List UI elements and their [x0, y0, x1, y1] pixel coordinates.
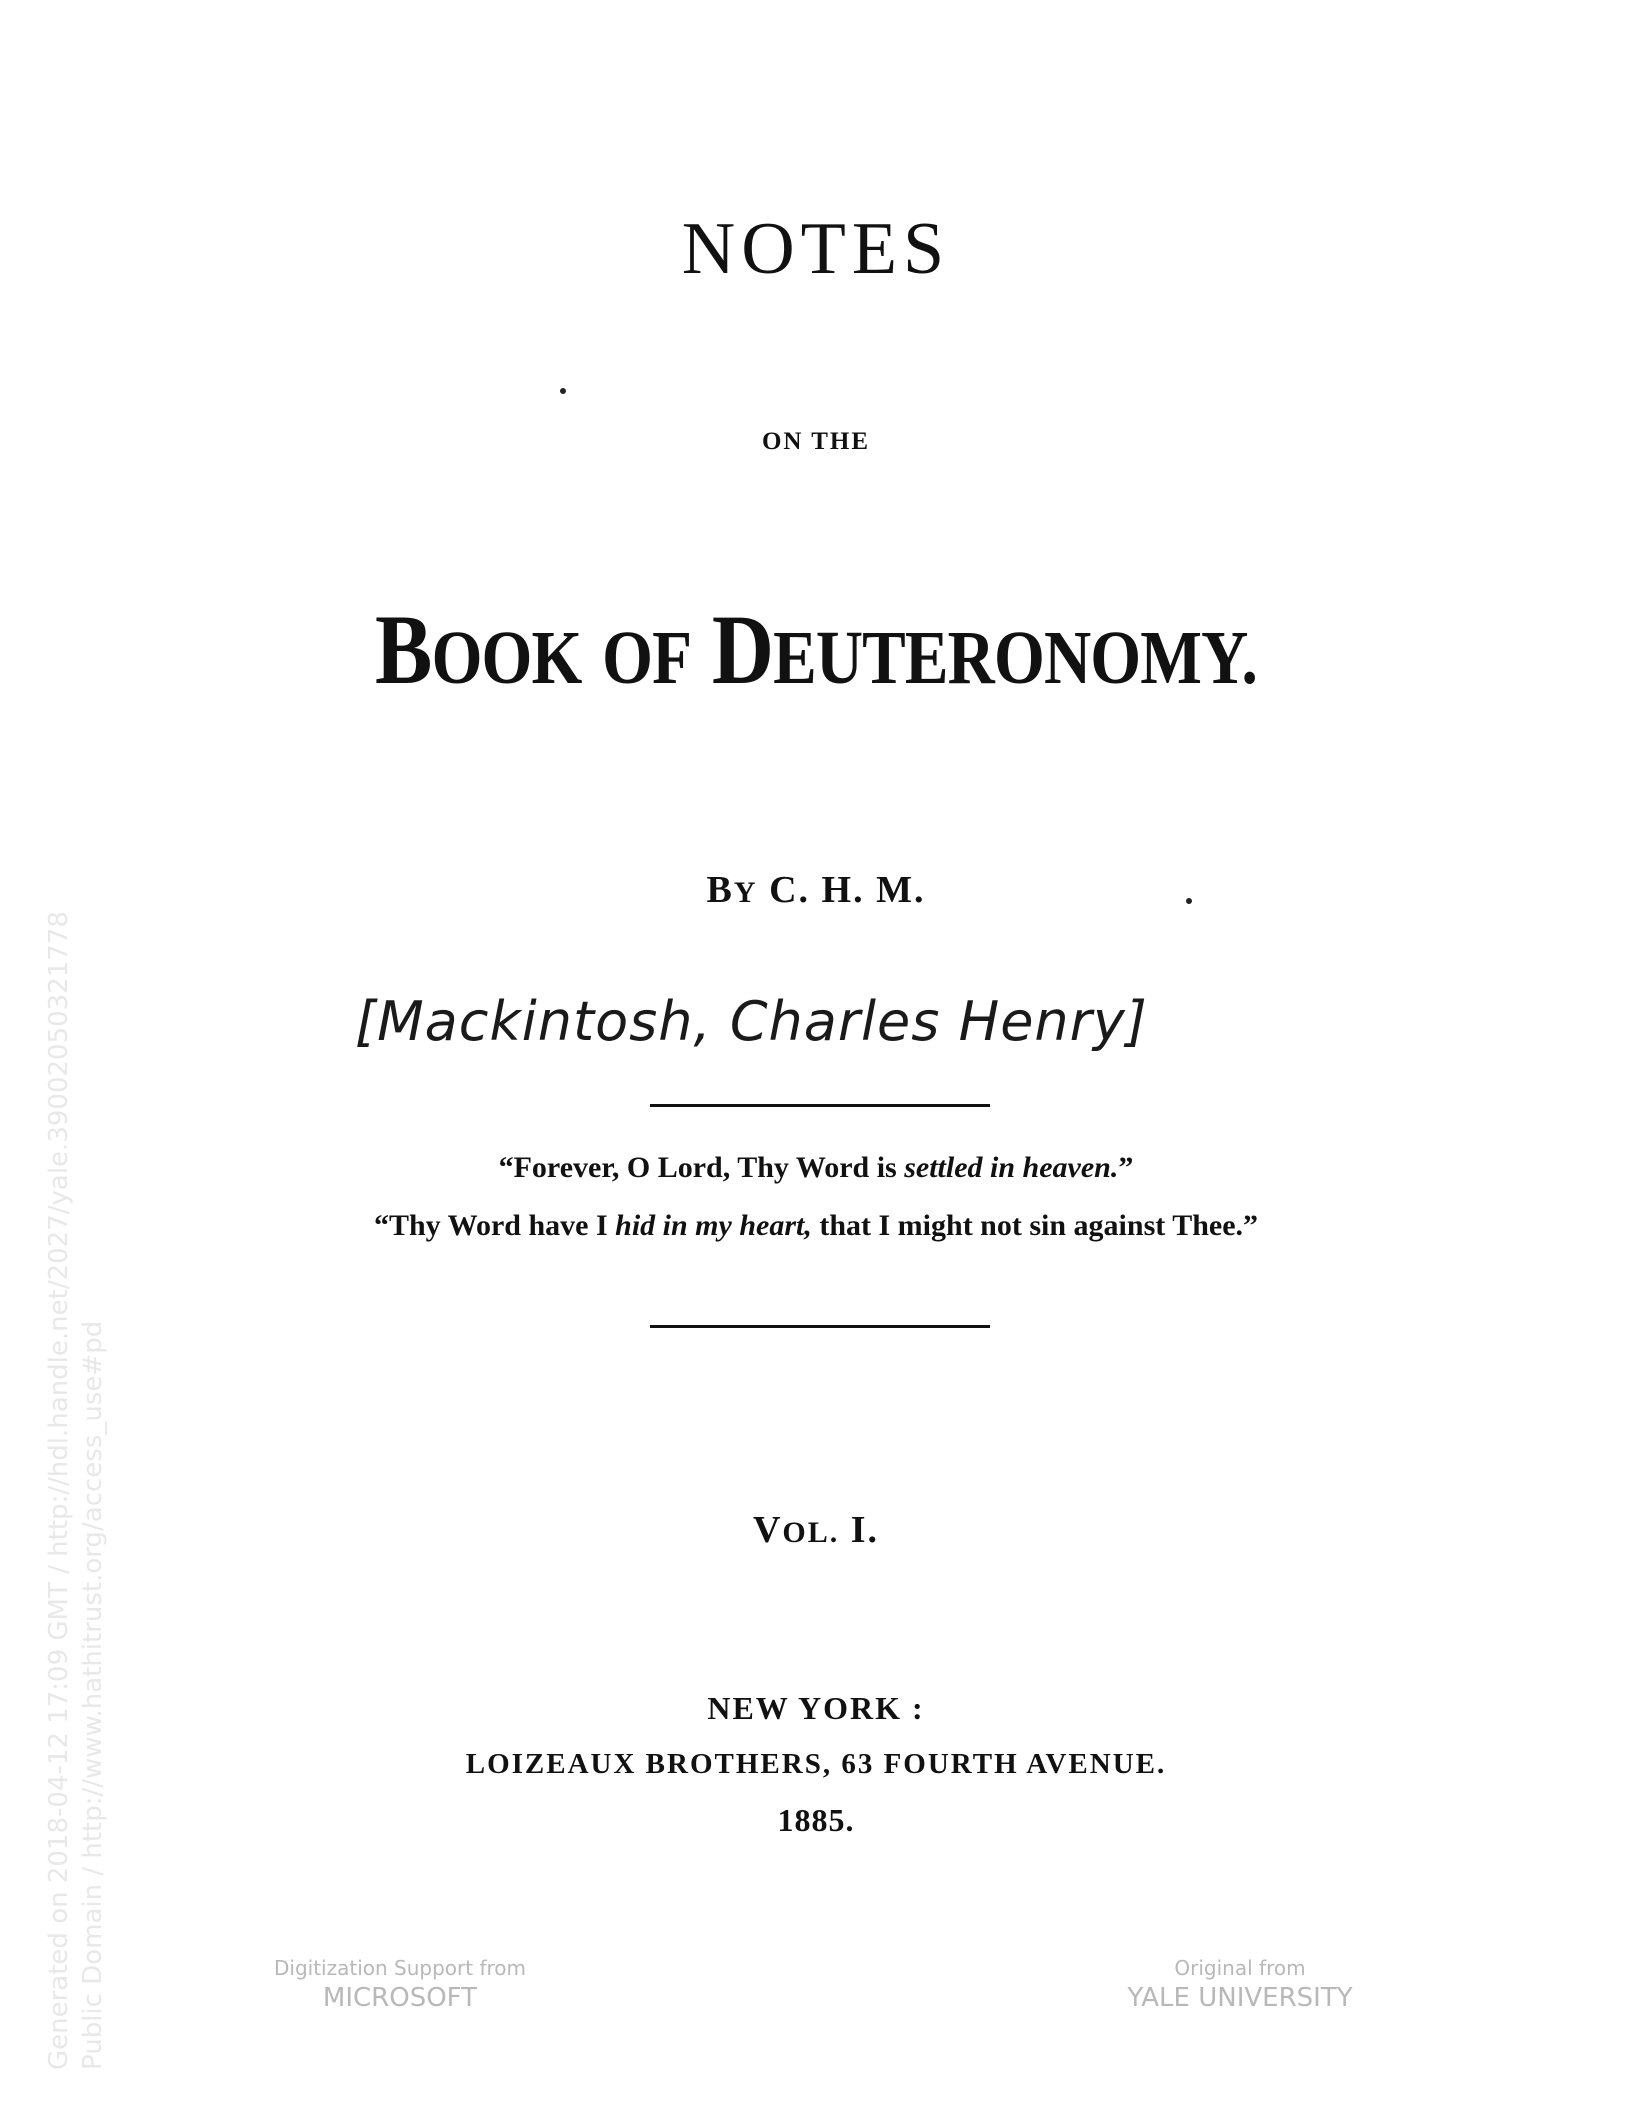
original-label: Original from — [1174, 1956, 1306, 1980]
original-org: YALE UNIVERSITY — [1127, 1983, 1353, 2013]
divider-top — [650, 1104, 990, 1107]
epigraph-second — [370, 1206, 1262, 1246]
byline-y: Y — [733, 876, 758, 909]
main-title-euteronomy: EUTERONOMY. — [773, 616, 1257, 700]
epigraph-first — [0, 1148, 1632, 1188]
epigraph-first-close: ” — [1118, 1151, 1134, 1184]
side-stamp-line-1: Generated on 2018-04-12 17:09 GMT / http://hdl.handle.net/2027/yale.39002050321778 — [44, 911, 74, 2070]
ink-speck — [1186, 898, 1192, 904]
volume-number: I. — [850, 1509, 880, 1551]
byline-initials: C. H. M. — [769, 869, 926, 911]
main-title-initial-d: D — [711, 594, 774, 705]
ink-speck — [560, 388, 566, 394]
volume-ol: OL. — [782, 1516, 840, 1549]
epigraph-second-italic: hid in my heart, — [615, 1209, 812, 1242]
side-stamp-line-2: Public Domain / http://www.hathitrust.org/access_use#pd — [78, 1320, 108, 2070]
epigraph-second-text: “Thy Word have I — [373, 1209, 616, 1242]
main-title — [114, 594, 1518, 705]
epigraph-first-text: “Forever, O Lord, Thy Word is — [498, 1151, 905, 1184]
main-title-initial-b: B — [375, 594, 432, 705]
hathitrust-side-stamp — [42, 911, 110, 2070]
volume-label — [0, 1508, 1632, 1552]
byline-b: B — [706, 869, 734, 911]
epigraph-second-rest: that I might not sin against Thee.” — [811, 1209, 1259, 1242]
digitization-credit — [220, 1954, 580, 2014]
volume-v: V — [752, 1509, 783, 1551]
main-title-ook: OOK — [431, 616, 582, 700]
imprint-city: NEW YORK : — [707, 1690, 925, 1726]
original-credit — [1050, 1954, 1430, 2014]
title-on-the: ON THE — [761, 428, 871, 455]
epigraph-first-italic: settled in heaven. — [904, 1151, 1119, 1184]
imprint-year: 1885. — [777, 1802, 855, 1838]
title-notes: NOTES — [681, 208, 951, 290]
digitization-label: Digitization Support from — [274, 1956, 526, 1980]
handwritten-author-note: [Mackintosh, Charles Henry] — [355, 990, 1148, 1053]
digitization-org: MICROSOFT — [322, 1983, 478, 2013]
main-title-of: OF — [602, 616, 692, 700]
byline — [0, 868, 1632, 912]
imprint-publisher: LOIZEAUX BROTHERS, 63 FOURTH AVENUE. — [465, 1748, 1167, 1780]
divider-bottom — [650, 1325, 990, 1328]
